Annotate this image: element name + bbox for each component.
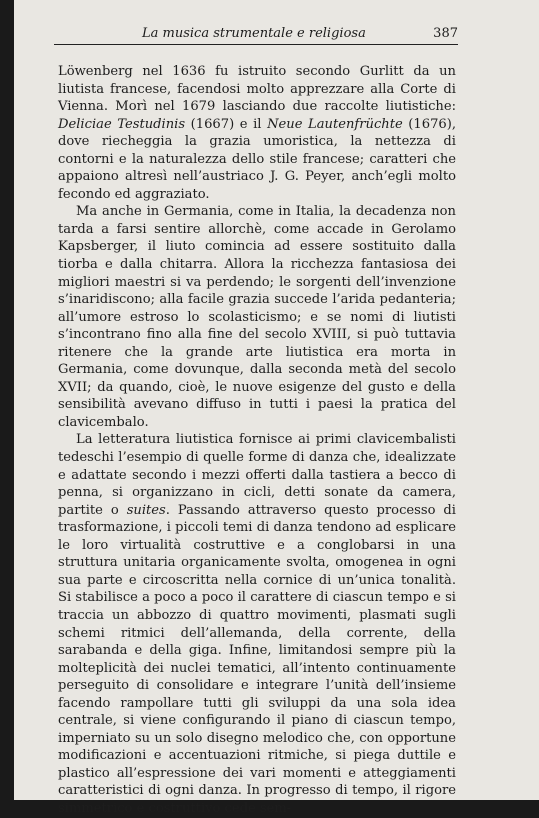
paragraph-3-text-a: La letteratura liutistica fornisce ai primi clavicembalisti tedeschi l’esempio di quelle forme di danza che, idealizzate e adattate secondo i mezzi offerti dalla tastiera a becco di penna, si organizzano in cicli, detti sonate da camera, partite o bbox=[58, 432, 456, 518]
paragraph-1-text-b: (1667) e il bbox=[185, 116, 268, 132]
paragraph-1-text-c: (1676), dove riecheggia la grazia umoristica, la nettezza di contorni e la naturalezza dello stile francese; caratteri che appaiono altresì nell’austriaco J. G. Peyer, anch’egli molto fecondo ed aggraziato. bbox=[58, 116, 457, 202]
page-number: 387 bbox=[433, 26, 458, 41]
paragraph-2-text: Ma anche in Germania, come in Italia, la decadenza non tarda a farsi sentire allorchè, come accade in Gerolamo Kapsberger, il liuto comincia ad essere sostituito dalla tiorba e dalla chitarra. Allora la ricchezza fantasiosa dei migliori maestri si va perdendo; le sorgenti dell’invenzione s’inaridiscono; alla facile grazia succede l’arida pedanteria; all’umore estroso lo scolasticismo; e se nomi di liutisti s’incontrano fino alla fine del secolo XVIII, si può tuttavia ritenere che la grande arte liutistica era morta in Germania, come dovunque, dalla seconda metà del secolo XVII; da quando, cioè, le nuove esigenze del gusto e della sensibilità avevano diffuso in tutti i paesi la pratica del clavicembalo. bbox=[58, 204, 456, 430]
paragraph-2 bbox=[58, 203, 456, 431]
paragraph-3-text-b: . Passando attraverso questo processo di trasformazione, i piccoli temi di danza tendono ad esplicare le loro virtualità costruttive e a conglobarsi in una struttura unitaria organicamente svolta, omogenea in ogni sua parte e circoscritta nella cornice di un’unica tonalità. Si stabilisce a poco a poco il carattere di ciascun tempo e si traccia un abbozzo di quattro movimenti, plasmati sugli schemi ritmici dell’allemanda, della corrente, della sarabanda e della giga. Infine, limitandosi sempre più la molteplicità dei nuclei tematici, all’intento continuamente perseguito di consolidare e integrare l’unità dell’insieme facendo rampollare tutti gli sviluppi da una sola idea centrale, si viene configurando il piano di ciascun tempo, imperniato su un solo disegno melodico che, con opportune modificazioni e accentuazioni ritmiche, si piega duttile e plastico all’espressione dei vari momenti e atteggiamenti caratteristici di ogni danza. In progresso di tempo, il rigore simmetrico e costruttivo cede sem- bbox=[58, 502, 456, 816]
paragraph-3 bbox=[58, 431, 456, 817]
paragraph-1-text-a: Löwenberg nel 1636 fu istruito secondo Gurlitt da un liutista francese, facendosi molto apprezzare alla Corte di Vienna. Morì nel 1679 lasciando due raccolte liutistiche: bbox=[58, 64, 456, 115]
work-title-neue-lautenfruchte: Neue Lautenfrüchte bbox=[267, 116, 403, 132]
work-title-deliciae-testudinis: Deliciae Testudinis bbox=[58, 116, 186, 132]
running-header bbox=[54, 26, 458, 45]
book-page bbox=[14, 0, 539, 816]
paragraph-1 bbox=[58, 63, 456, 203]
italic-term-suites: suites bbox=[126, 502, 166, 518]
body-text bbox=[58, 63, 456, 818]
running-header-title: La musica strumentale e religiosa bbox=[142, 26, 366, 41]
